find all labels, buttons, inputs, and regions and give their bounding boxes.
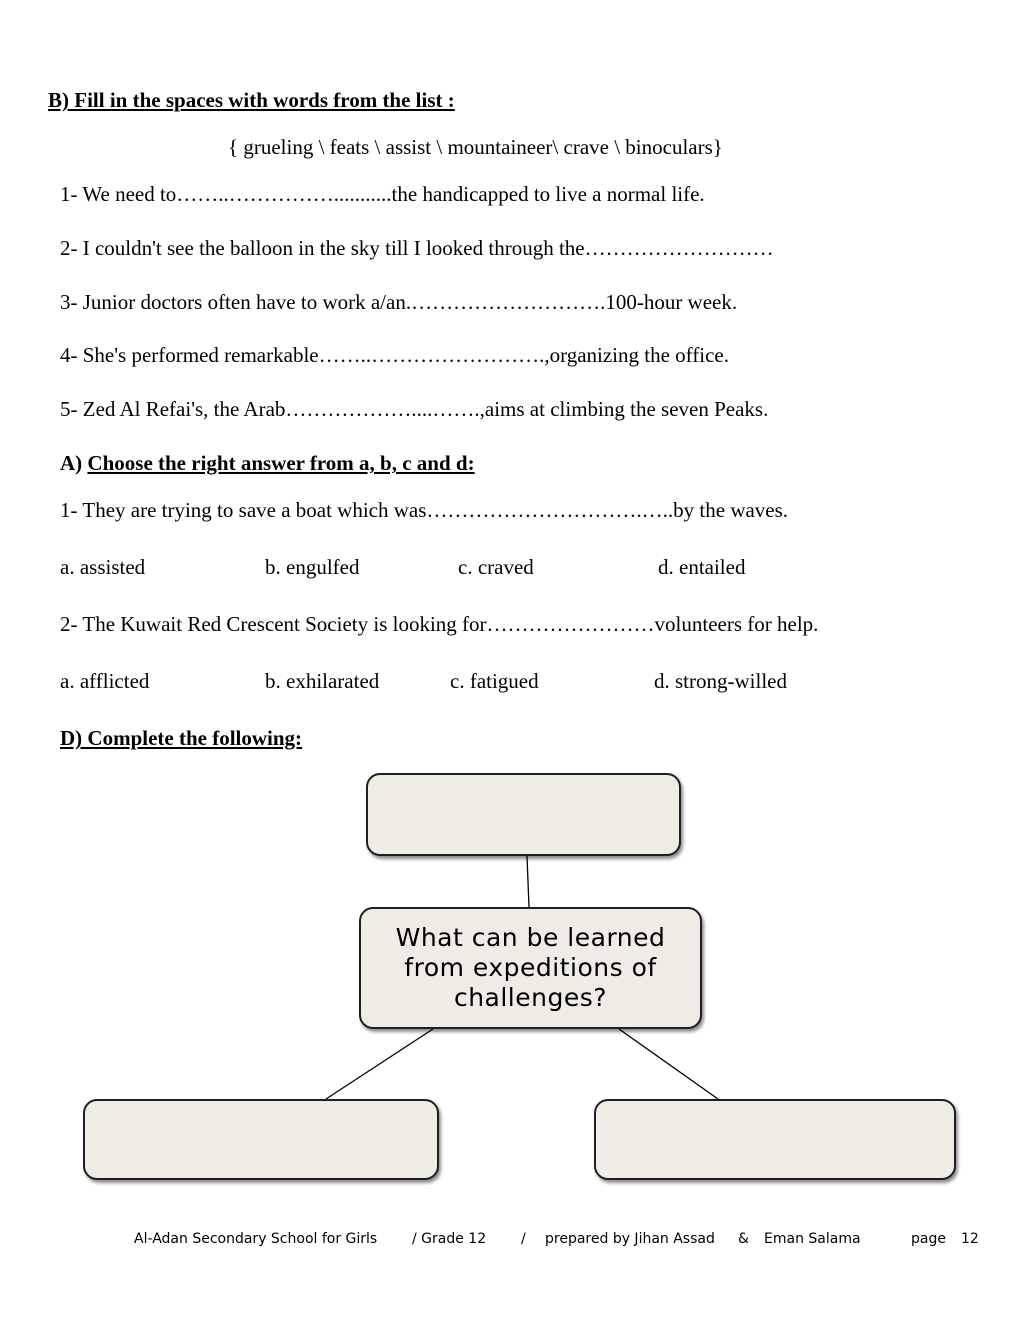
footer-separator: / [521, 1231, 526, 1247]
section-d-heading: D) Complete the following: [60, 726, 303, 750]
central-question-text: What can be learned from expeditions of challenges? [395, 923, 666, 1012]
fill-item-1: 1- We need to……..……………...........the handicapped to live a normal life. [60, 182, 705, 206]
q2-option-d: d. strong-willed [654, 669, 787, 693]
section-b-heading: B) Fill in the spaces with words from the list : [48, 88, 455, 112]
connector-left [326, 1029, 433, 1099]
q2-option-c: c. fatigued [450, 669, 539, 693]
q1-option-d: d. entailed [658, 555, 746, 579]
footer-page-label: page [911, 1231, 946, 1247]
q2-option-b: b. exhilarated [265, 669, 380, 693]
footer-prepared: prepared by Jihan Assad [545, 1231, 715, 1247]
connector-top [527, 856, 529, 907]
section-a-title: Choose the right answer from a, b, c and d: [87, 451, 475, 475]
fill-item-2: 2- I couldn't see the balloon in the sky till I looked through the……………………… [60, 236, 774, 260]
connector-right [619, 1029, 718, 1099]
q2-option-a: a. afflicted [60, 669, 150, 693]
answer-box-left[interactable] [83, 1099, 439, 1180]
answer-box-right[interactable] [594, 1099, 956, 1180]
question-1: 1- They are trying to save a boat which was………………………….…..by the waves. [60, 498, 789, 522]
footer-ampersand: & [738, 1231, 749, 1247]
question-2: 2- The Kuwait Red Crescent Society is looking for……………………volunteers for help. [60, 612, 819, 636]
footer-page-number: 12 [961, 1231, 979, 1247]
word-list: { grueling \ feats \ assist \ mountaineer\ crave \ binoculars} [228, 135, 723, 159]
section-a-label: A) [60, 451, 88, 475]
q1-option-c: c. craved [458, 555, 534, 579]
fill-item-5: 5- Zed Al Refai's, the Arab………………....…….,aims at climbing the seven Peaks. [60, 397, 769, 421]
footer-grade: / Grade 12 [412, 1231, 487, 1247]
fill-item-3: 3- Junior doctors often have to work a/an.……………………….100-hour week. [60, 290, 738, 314]
q1-option-a: a. assisted [60, 555, 146, 579]
fill-item-4: 4- She's performed remarkable……..…………………….,organizing the office. [60, 343, 730, 367]
central-question-box [359, 907, 702, 1029]
footer-author2: Eman Salama [764, 1231, 861, 1247]
answer-box-top[interactable] [366, 773, 681, 856]
footer-school: Al-Adan Secondary School for Girls [134, 1231, 378, 1247]
q1-option-b: b. engulfed [265, 555, 360, 579]
